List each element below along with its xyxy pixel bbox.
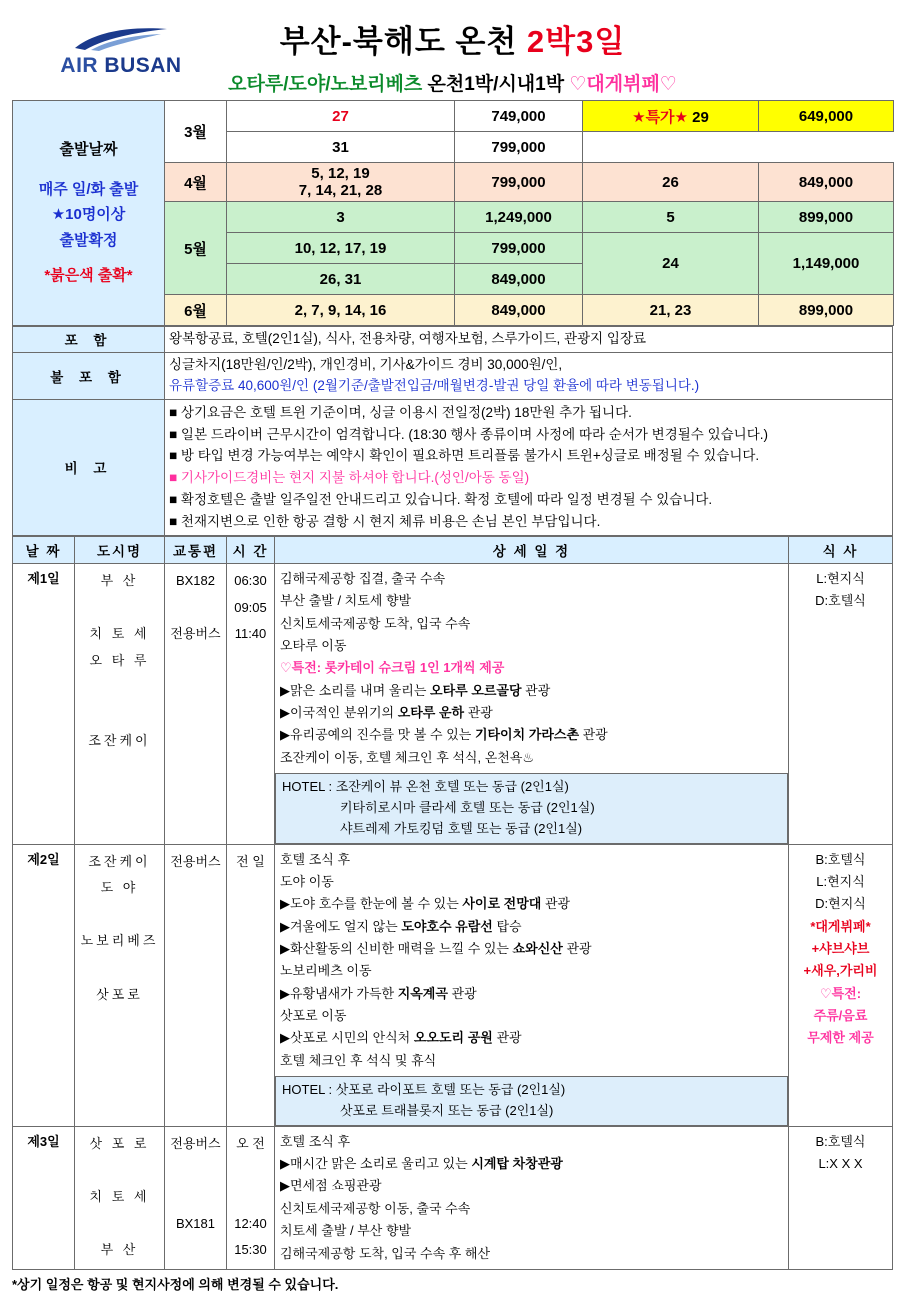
city-spacer [80,595,159,622]
day-label: 제1일 [13,563,75,844]
detail-line: 김해국제공항 집결, 출국 수속 [280,570,446,586]
city-item: 노보리베즈 [80,933,159,949]
detail-line: 김해국제공항 도착, 입국 수속 후 해산 [280,1245,491,1261]
airbusan-swoosh-icon [69,26,173,52]
detail-list [275,844,789,1126]
month-cell-march: 3월 [165,101,227,163]
detail-line: 부산 출발 / 치토세 향발 [280,593,412,609]
meal-item-highlight: +샤브샤브 [811,940,870,956]
table-row [13,101,894,132]
price-cell-right: 1,149,000 [759,233,894,295]
dates-cell-right: 21, 23 [583,295,759,326]
departure-min-pax: ★10명이상 [51,206,126,224]
include-text: 왕복항공료, 호텔(2인1실), 식사, 전용차량, 여행자보험, 스루가이드, 관광지 입장료 [165,327,893,353]
detail-line: 치토세 출발 / 부산 향발 [280,1223,412,1239]
meal-item-highlight: +새우,가리비 [803,963,878,979]
note-text [165,399,893,535]
meal-list [789,1126,893,1269]
meal-item-highlight: *대게뷔페* [810,918,871,934]
price-cell: 1,249,000 [455,202,583,233]
hotel-line: HOTEL : 조잔케이 뷰 온천 호텔 또는 동급 (2인1실) [282,779,569,795]
departure-weekly: 매주 일/화 출발 [38,180,139,198]
time-list [227,563,275,844]
table-header-row [13,536,893,563]
detail-list [275,1126,789,1269]
note-line: ■ 일본 드라이버 근무시간이 엄격합니다. (18:30 행사 종류이며 사정에 따라 순서가 변경될수 있습니다.) [169,426,768,442]
detail-line: 호텔 조식 후 [280,851,351,867]
hotel-line: HOTEL : 삿포로 라이포트 호텔 또는 동급 (2인1실) [282,1082,566,1098]
detail-line: 호텔 조식 후 [280,1133,351,1149]
transport-list [165,1126,227,1269]
special-price-cell: 649,000 [759,101,894,132]
transport-item: 전용버스 [170,1135,221,1151]
city-spacer [80,902,159,929]
airline-name-air: AIR [60,54,99,77]
departure-confirmed: 출발확정 [59,231,118,249]
dates-cell-right: 5 [583,202,759,233]
dates-cell-right: 26 [583,163,759,202]
city-spacer [80,1157,159,1184]
city-item: 도 야 [100,880,139,896]
detail-line: ▶화산활동의 신비한 매력을 느낄 수 있는 쇼와신산 관광 [280,940,592,956]
detail-line: 신치토세국제공항 도착, 입국 수속 [280,615,471,631]
meal-item: D:현지식 [815,896,866,912]
table-row [13,399,893,535]
city-item: 조잔케이 [88,853,151,869]
col-header-time: 시 간 [227,536,275,563]
time-spacer [232,1184,269,1211]
transport-item: 전용버스 [170,853,221,869]
detail-line: ▶유황냄새가 가득한 지옥계곡 관광 [280,985,477,1001]
exclude-label: 불 포 함 [13,352,165,399]
departure-date-label-cell [13,101,165,326]
city-item: 오 타 루 [89,652,150,668]
detail-line: ▶유리공예의 진수를 맛 볼 수 있는 기타이치 가라스촌 관광 [280,727,608,743]
subtitle-route: 오타루/도야/노보리베츠 [228,74,423,95]
table-row [13,1126,893,1269]
col-header-transport: 교통편 [165,536,227,563]
detail-line: 삿포로 이동 [280,1008,347,1024]
price-cell: 799,000 [455,163,583,202]
meal-item: L:현지식 [816,570,865,586]
detail-line: ▶이국적인 분위기의 오타루 운하 관광 [280,705,493,721]
month-cell-april: 4월 [165,163,227,202]
time-item: 09:05 [234,599,267,615]
table-row [13,844,893,1126]
detail-line: 노보리베츠 이동 [280,963,372,979]
subtitle-stay: 온천1박/시내1박 [427,74,565,95]
detail-line: 오타루 이동 [280,638,347,653]
hotel-box [275,773,788,843]
day-label: 제3일 [13,1126,75,1269]
city-item: 조잔케이 [88,732,151,748]
detail-line: ▶맑은 소리를 내며 울리는 오타루 오르골당 관광 [280,682,551,698]
detail-line: ▶도야 호수를 한눈에 볼 수 있는 사이로 전망대 관광 [280,896,571,912]
detail-line-special: ♡특전: 롯카테이 슈크림 1인 1개씩 제공 [280,660,505,676]
meal-item: L:현지식 [816,873,865,889]
transport-item: 전용버스 [170,626,221,642]
transport-list [165,563,227,844]
meal-item: D:호텔식 [815,593,866,609]
note-line: ■ 기사가이드경비는 현지 지불 하셔야 합니다.(성인/아동 동일) [169,470,530,486]
detail-line: 호텔 체크인 후 석식 및 휴식 [280,1052,437,1068]
meal-item-special: ♡특전: [819,985,862,1001]
detail-line: 도야 이동 [280,873,334,889]
city-list [75,563,165,844]
price-cell: 799,000 [455,233,583,264]
page-title-main: 부산-북해도 온천 [279,24,518,59]
dates-line-2: 7, 14, 21, 28 [298,182,383,199]
price-cell: 799,000 [455,132,583,163]
hotel-box [275,1076,788,1126]
city-list [75,844,165,1126]
col-header-meals: 식 사 [789,536,893,563]
meal-list [789,844,893,1126]
city-item: 삿 포 로 [89,1135,150,1151]
col-header-details: 상 세 일 정 [275,536,789,563]
dates-line-1: 5, 12, 19 [311,165,370,182]
city-spacer [80,955,159,982]
time-list [227,844,275,1126]
airline-logo [36,26,206,78]
time-list [227,1126,275,1269]
time-spacer [232,1157,269,1184]
dates-cell-right: 24 [583,233,759,295]
transport-spacer [170,595,221,622]
city-item: 치 토 세 [89,626,150,642]
detail-line: 조잔케이 이동, 호텔 체크인 후 석식, 온천욕♨ [280,749,535,765]
table-row [13,327,893,353]
city-item: 부 산 [100,572,139,588]
transport-spacer [170,1157,221,1184]
city-item: 부 산 [100,1242,139,1258]
inclusion-table [12,326,893,536]
departure-red-note: *붉은색 출확* [44,267,133,285]
transport-spacer [170,1184,221,1211]
dates-cell: 26, 31 [227,264,455,295]
note-line: ■ 확정호텔은 출발 일주일전 안내드리고 있습니다. 확정 호텔에 따라 일정 변경될 수 있습니다. [169,492,713,508]
departure-date-title: 출발날짜 [59,141,118,159]
dates-cell [227,163,455,202]
exclude-text [165,352,893,399]
hotel-line: 샤트레제 가토킹덤 호텔 또는 동급 (2인1실) [340,820,583,836]
airline-name [36,54,206,78]
page-title-highlight: 2박3일 [526,24,626,59]
city-spacer [80,1211,159,1238]
hotel-line: 키타히로시마 클라세 호텔 또는 동급 (2인1실) [340,799,595,815]
day-label: 제2일 [13,844,75,1126]
note-line: ■ 방 타입 변경 가능여부는 예약시 확인이 필요하면 트리플룸 불가시 트윈+싱글로 배정될 수 있습니다. [169,448,760,464]
meal-item: B:호텔식 [815,1133,866,1149]
footnote: *상기 일정은 항공 및 현지사정에 의해 변경될 수 있습니다. [12,1276,339,1292]
hotel-line: 삿포로 트래블롯지 또는 동급 (2인1실) [340,1102,554,1118]
note-line: ■ 천재지변으로 인한 항공 결항 시 현지 체류 비용은 손님 본인 부담입니다. [169,514,601,530]
time-item: 12:40 [234,1215,267,1231]
price-table [12,100,894,326]
time-item: 전 일 [236,853,265,869]
detail-line: ▶삿포로 시민의 안식처 오오도리 공원 관광 [280,1030,522,1046]
exclude-line-1: 싱글차지(18만원/인/2박), 개인경비, 기사&가이드 경비 30,000원/인, [169,356,563,372]
price-cell: 749,000 [455,101,583,132]
price-cell: 849,000 [455,295,583,326]
note-label: 비 고 [13,399,165,535]
subtitle-buffet: ♡대게뷔페♡ [569,74,677,95]
detail-line: ▶면세점 쇼핑관광 [280,1178,382,1194]
special-dates-cell: ★특가★ 29 [583,101,759,132]
detail-line: ▶매시간 맑은 소리로 울리고 있는 시계탑 차창관광 [280,1156,563,1172]
table-row [13,563,893,844]
time-item: 오 전 [236,1135,265,1151]
price-cell-right: 849,000 [759,163,894,202]
city-spacer [80,674,159,701]
transport-list [165,844,227,1126]
include-label: 포 함 [13,327,165,353]
price-cell: 849,000 [455,264,583,295]
month-cell-may: 5월 [165,202,227,295]
price-cell-right: 899,000 [759,295,894,326]
city-list [75,1126,165,1269]
city-spacer [80,701,159,728]
dates-cell: 2, 7, 9, 14, 16 [227,295,455,326]
document-header [12,8,893,100]
meal-item-special: 주류/음료 [813,1008,868,1024]
detail-line: ▶겨울에도 얼지 않는 도야호수 유람선 탑승 [280,918,522,934]
price-cell-right: 899,000 [759,202,894,233]
note-line: ■ 상기요금은 호텔 트윈 기준이며, 싱글 이용시 전일정(2박) 18만원 추가 됩니다. [169,404,632,420]
dates-cell: 31 [227,132,455,163]
meal-list [789,563,893,844]
dates-cell: 27 [227,101,455,132]
itinerary-table [12,536,893,1270]
transport-item: BX181 [175,1215,216,1231]
time-item: 15:30 [234,1242,267,1258]
city-item: 치 토 세 [89,1189,150,1205]
time-item: 11:40 [234,626,267,642]
detail-list [275,563,789,844]
time-item: 06:30 [234,572,267,588]
dates-cell: 10, 12, 17, 19 [227,233,455,264]
col-header-city: 도시명 [75,536,165,563]
meal-item: L:X X X [818,1156,863,1172]
meal-item-special: 무제한 제공 [807,1030,874,1046]
exclude-line-2: 유류할증료 40,600원/인 (2월기준/출발전입금/매월변경-발권 당일 환율에 따라 변동됩니다.) [169,377,700,393]
transport-item: BX182 [175,572,216,588]
special-date-value: 29 [692,108,709,126]
city-item: 삿포로 [96,986,143,1002]
airline-name-busan: BUSAN [104,54,182,77]
detail-line: 신치토세국제공항 이동, 출국 수속 [280,1200,471,1216]
table-row [13,352,893,399]
col-header-date: 날 짜 [13,536,75,563]
month-cell-june: 6월 [165,295,227,326]
meal-item: B:호텔식 [815,851,866,867]
dates-cell: 3 [227,202,455,233]
